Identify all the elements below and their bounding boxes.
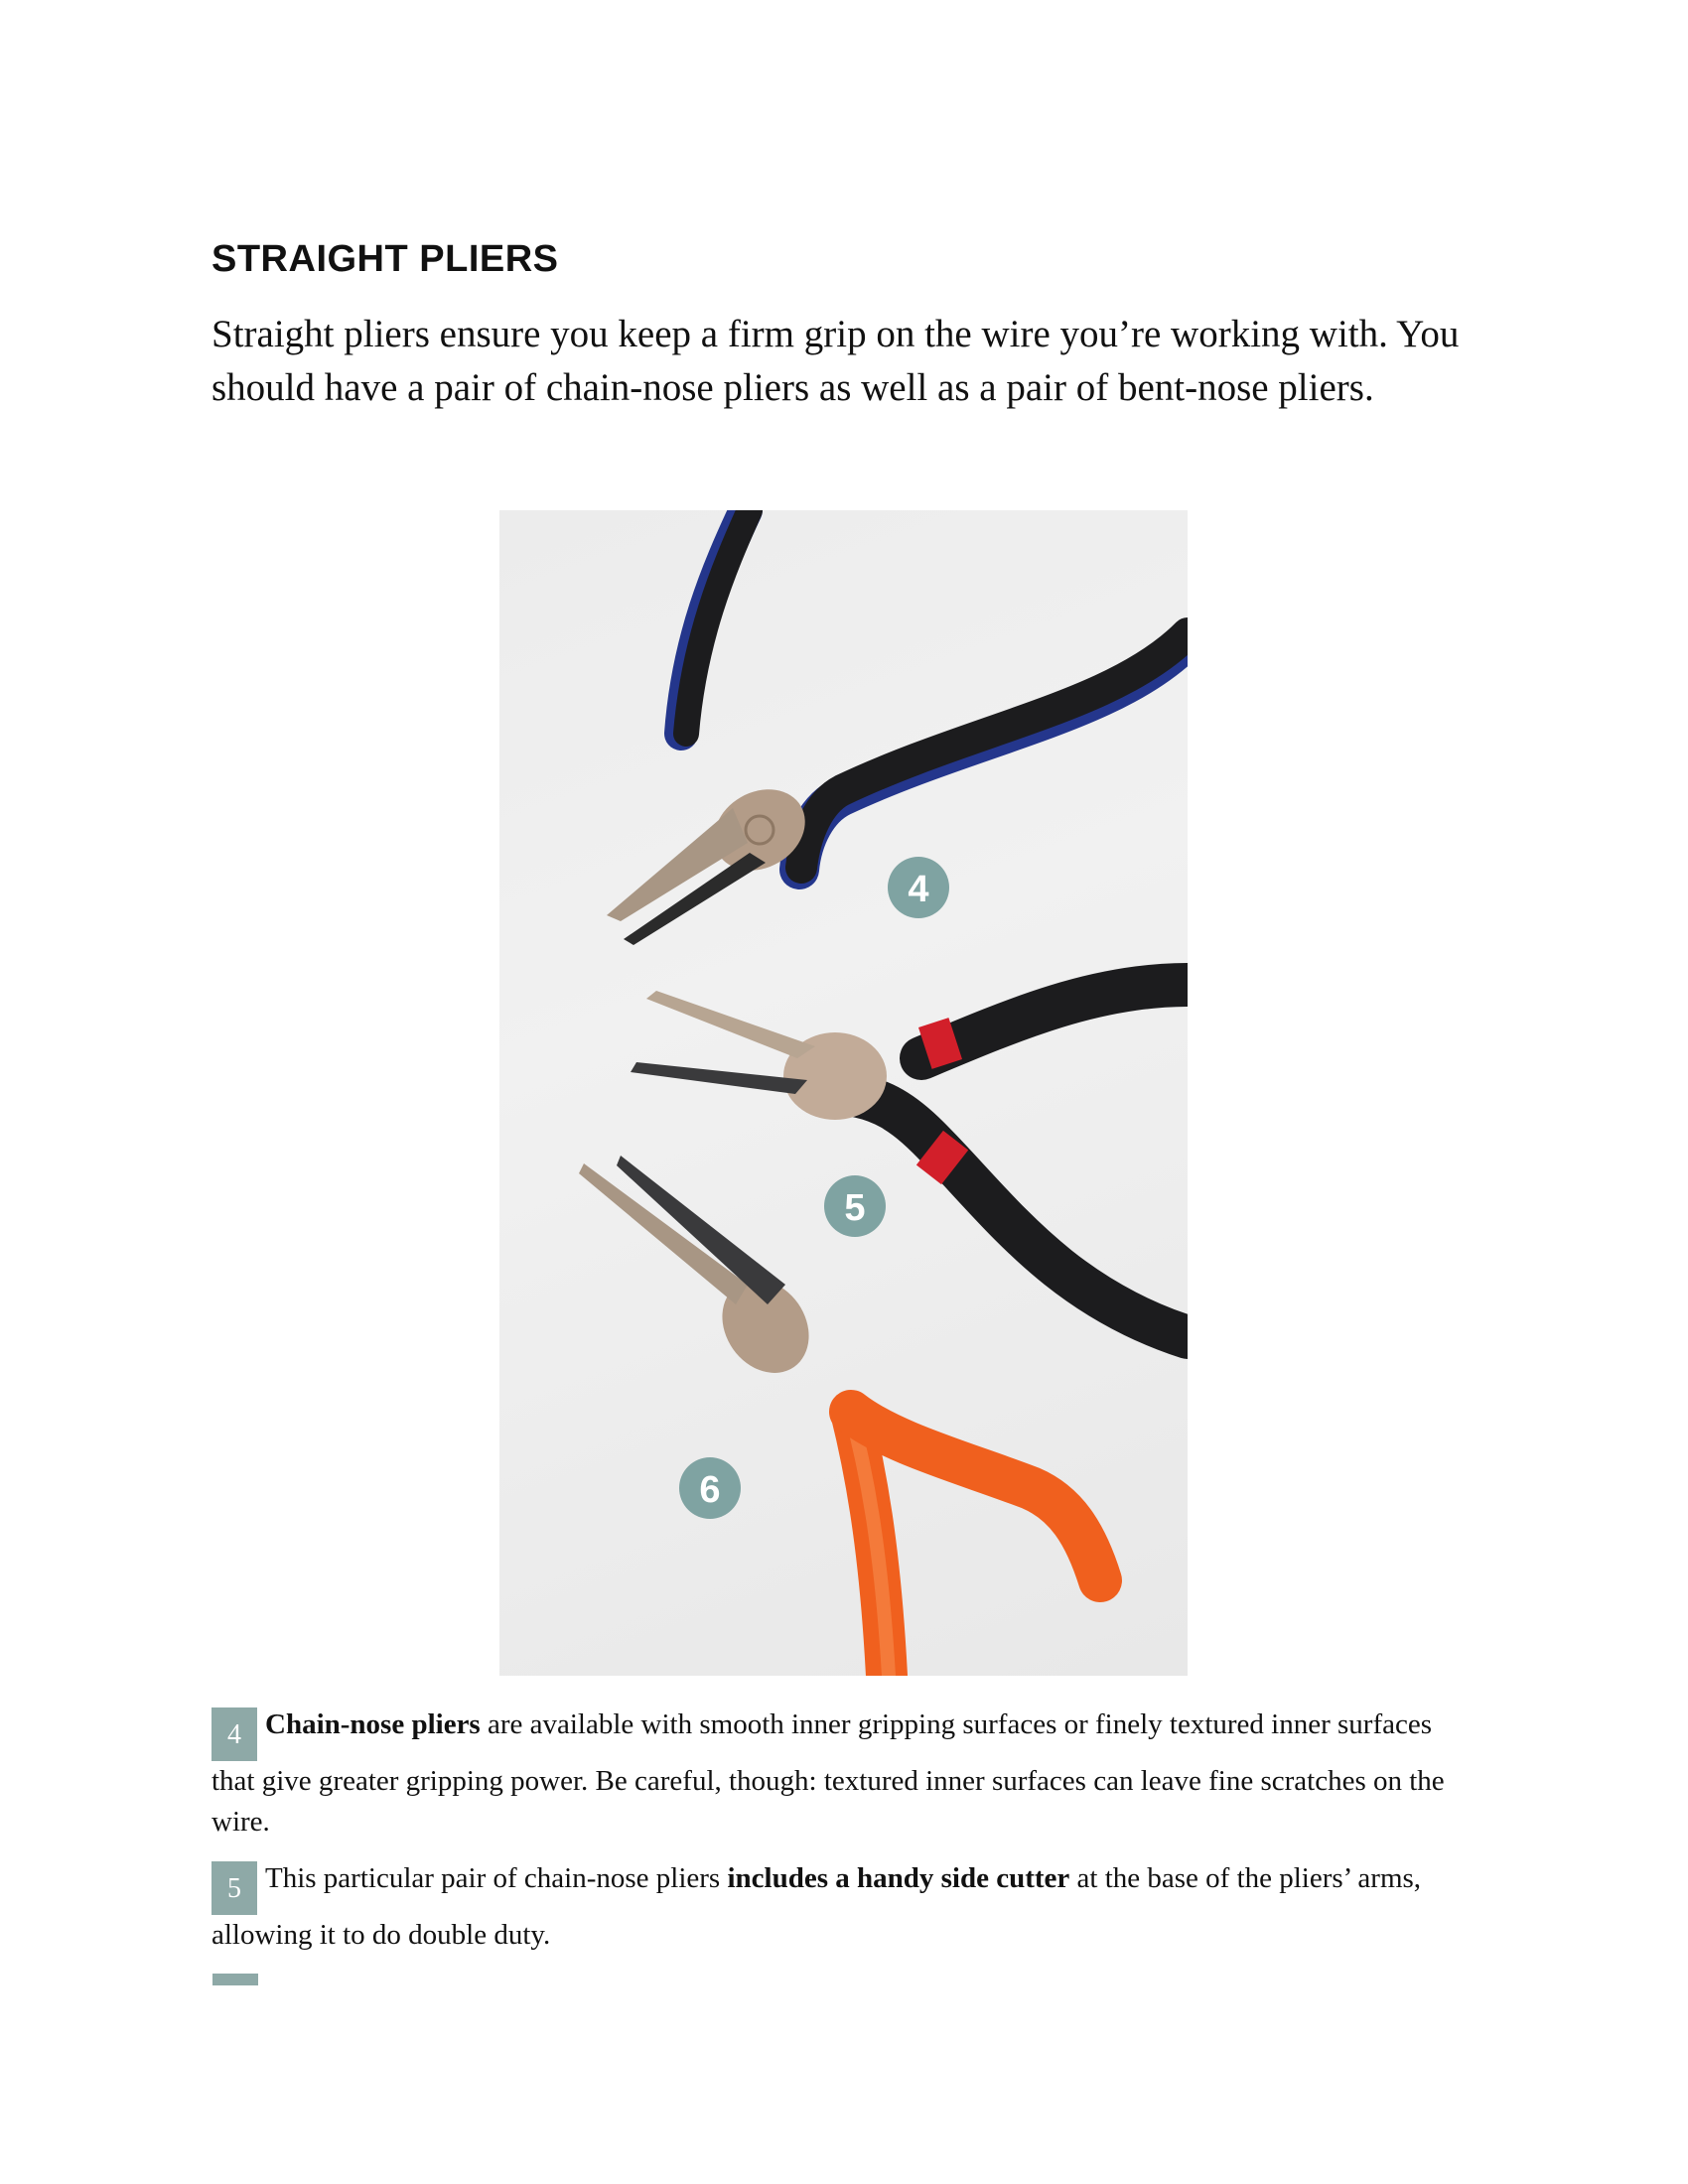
- intro-paragraph: Straight pliers ensure you keep a firm grip on the wire you’re working with. You should have a pair of chain-nose pliers as well as a pair of bent-nose pliers.: [211, 313, 1460, 409]
- caption-text-after: at the base of the pliers’ arms, allowing it to do double duty.: [211, 1862, 1422, 1951]
- svg-text:6: 6: [699, 1469, 721, 1511]
- caption-number-box: 5: [211, 1861, 257, 1915]
- caption-bold-term: Chain-nose pliers: [265, 1708, 481, 1740]
- badge-4: [888, 857, 949, 918]
- caption-number-box: 4: [211, 1707, 257, 1761]
- badge-6: [679, 1457, 741, 1519]
- section-end-marker: [212, 1974, 258, 1985]
- caption-bold-term: includes a handy side cutter: [727, 1862, 1070, 1894]
- caption-side-cutter-pliers: [211, 1858, 1473, 1956]
- caption-chain-nose-pliers: [211, 1705, 1473, 1843]
- section-heading: STRAIGHT PLIERS: [211, 238, 559, 280]
- caption-text: are available with smooth inner gripping surfaces or finely textured inner surfaces that give greater gripping power. Be careful, though: textured inner surfaces can leave fine scratches on the wire.: [211, 1708, 1445, 1838]
- svg-text:5: 5: [844, 1187, 866, 1229]
- badge-5: [824, 1175, 886, 1237]
- pliers-photo: [499, 510, 1188, 1676]
- svg-text:4: 4: [908, 869, 929, 910]
- caption-text-before: This particular pair of chain-nose pliers: [265, 1862, 728, 1894]
